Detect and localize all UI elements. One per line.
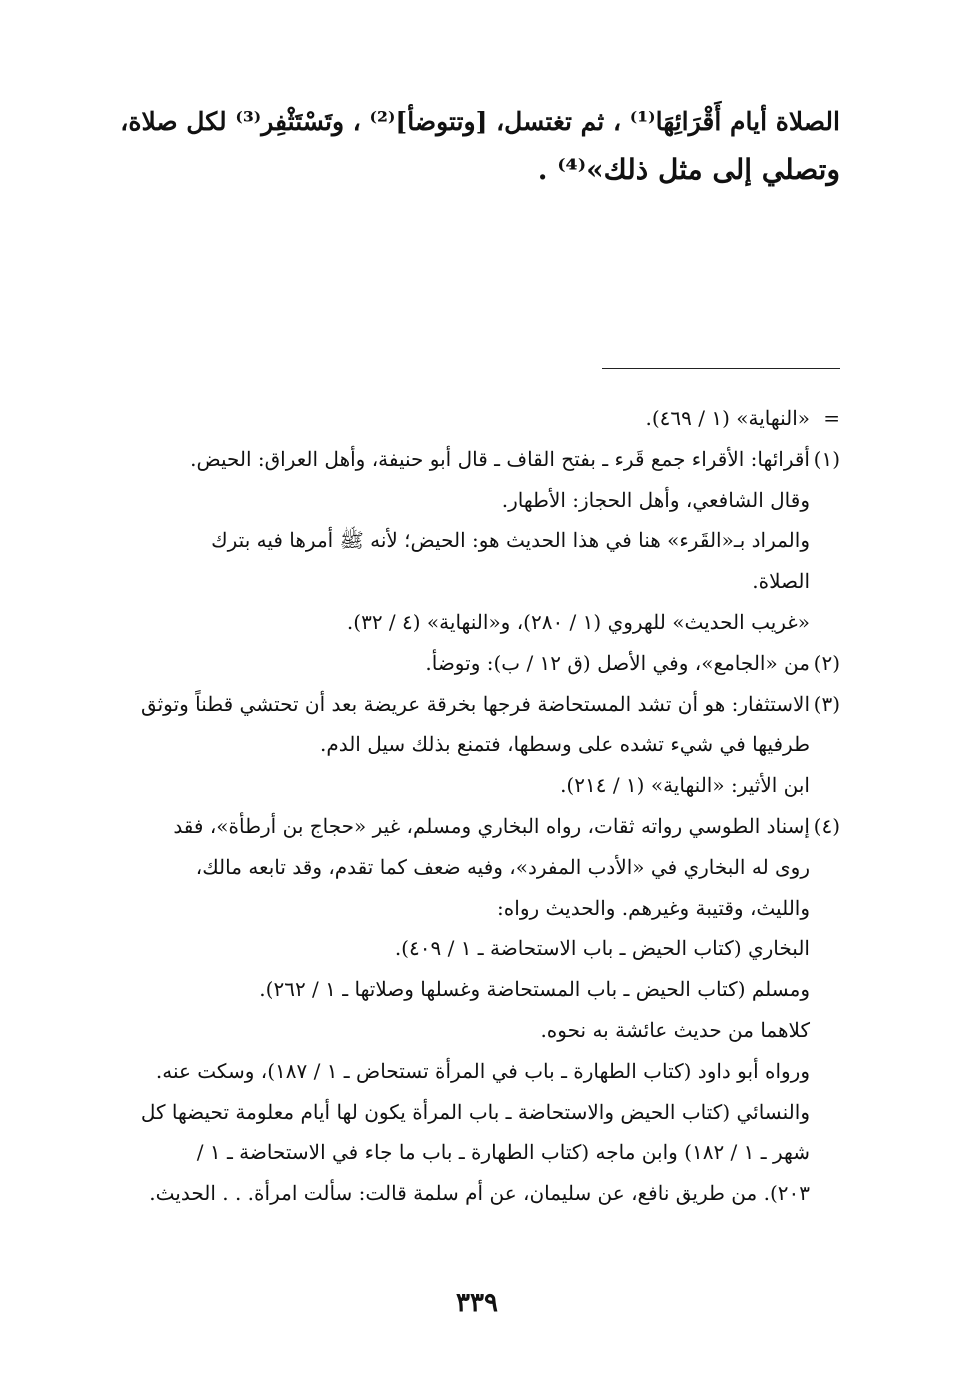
footnote-line: الاستثفار: هو أن تشد المستحاضة فرجها بخرقة عريضة بعد أن تحتشي قطناً وتوثق xyxy=(140,691,810,716)
footnote-line: والليث، وقتيبة وغيرهم. والحديث رواه: xyxy=(497,895,810,920)
footnote-line: والمراد بـ«القَرء» هنا في هذا الحديث هو: الحيض؛ لأنه ﷺ أمرها فيه بترك xyxy=(211,528,810,553)
footnote-line: ٢٠٣). من طريق نافع، عن سليمان، عن أم سلمة قالت: سألت امرأة. . . الحديث. xyxy=(149,1181,810,1206)
footnote-marker: (٢) xyxy=(813,650,840,675)
footnote-4 xyxy=(118,806,840,1214)
main-text-line: وتصلي إلى مثل ذلك»⁽⁴⁾ . xyxy=(537,153,840,186)
footnote-continuation xyxy=(118,398,840,439)
footnote-line: من «الجامع»، وفي الأصل (ق ١٢ / ب): وتوضأ. xyxy=(425,650,810,675)
page-number: ٣٣٩ xyxy=(456,1288,498,1318)
footnote-marker: (٤) xyxy=(813,813,840,838)
footnote-line: البخاري (كتاب الحيض ـ باب الاستحاضة ـ ١ / ٤٠٩). xyxy=(394,936,810,961)
footnote-marker: (١) xyxy=(813,446,840,471)
footnote-line: روى له البخاري في «الأدب المفرد»، وفيه ضعف كما تقدم، وقد تابعه مالك، xyxy=(195,854,810,879)
footnote-line: «النهاية» (١ / ٤٦٩). xyxy=(645,406,810,430)
footnote-line: ورواه أبو داود (كتاب الطهارة ـ باب في المرأة تستحاض ـ ١ / ١٨٧)، وسكت عنه. xyxy=(155,1058,810,1083)
footnote-line: أقرائها: الأقراء جمع قَرء ـ بفتح القاف ـ قال أبو حنيفة، وأهل العراق: الحيض. xyxy=(190,446,810,471)
footnote-line: كلاهما من حديث عائشة به نحوه. xyxy=(540,1017,810,1042)
footnote-line: الصلاة. xyxy=(752,569,810,594)
footnote-line: ابن الأثير: «النهاية» (١ / ٢١٤). xyxy=(560,773,810,798)
footnotes xyxy=(118,398,840,1214)
footnote-3 xyxy=(118,684,840,806)
main-text xyxy=(108,98,840,194)
footnote-line: وقال الشافعي، وأهل الحجاز: الأطهار. xyxy=(501,487,810,512)
footnote-2 xyxy=(118,643,840,684)
footnote-separator xyxy=(602,368,840,369)
footnote-line: طرفيها في شيء تشده على وسطها، فتمنع بذلك سيل الدم. xyxy=(319,732,810,757)
footnote-1 xyxy=(118,439,840,643)
footnote-line: شهر ـ ١ / ١٨٢) وابن ماجه (كتاب الطهارة ـ باب ما جاء في الاستحاضة ـ ١ / xyxy=(196,1140,810,1165)
footnote-line: والنسائي (كتاب الحيض والاستحاضة ـ باب المرأة يكون لها أيام معلومة تحيضها كل xyxy=(140,1099,810,1124)
footnote-line: ومسلم (كتاب الحيض ـ باب المستحاضة وغسلها وصلاتها ـ ١ / ٢٦٢). xyxy=(259,977,810,1002)
footnote-marker: = xyxy=(823,406,840,430)
footnote-line: «غريب الحديث» للهروي (١ / ٢٨٠)، و«النهاية» (٤ / ٣٢). xyxy=(346,609,810,634)
main-text-line: الصلاة أيام أَقْرَائِهَا⁽¹⁾ ، ثم تغتسل، [وتتوضأ]⁽²⁾ ، وتَسْتَثْفِر⁽³⁾ لكل صلاة، xyxy=(120,107,840,136)
footnote-marker: (٣) xyxy=(813,691,840,716)
footnote-line: إسناد الطوسي رواته ثقات، رواه البخاري ومسلم، غير «حجاج بن أرطأة»، فقد xyxy=(173,813,810,838)
